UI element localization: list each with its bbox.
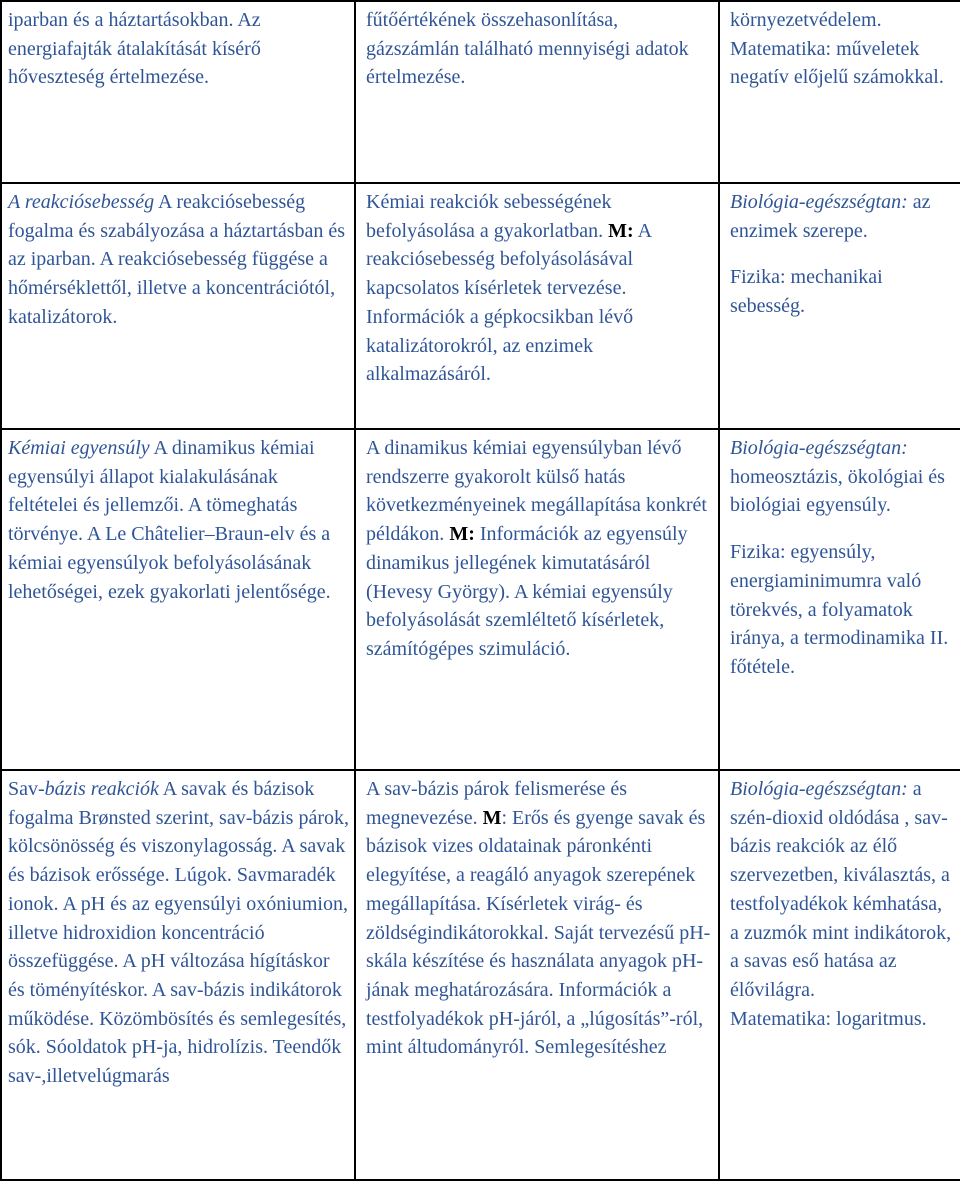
text-run: a szén-dioxid oldódása , sav-bázis reakciók az élő szervezetben, kiválasztás, a testfolyadékok kémhatása, a zuzmók mint indikátorok, a savas eső hatása az élővilágra.: [730, 778, 952, 1001]
text-block: [366, 6, 714, 92]
text-run: környezetvédelem.: [730, 9, 882, 31]
activity-cell: [355, 1, 719, 183]
text-run: logaritmus.: [831, 1007, 927, 1030]
text-run: fűtőértékének összehasonlítása, gázszámlán található mennyiségi adatok értelmezése.: [366, 9, 689, 89]
text-block: [730, 434, 956, 520]
text-run: A sav-bázis párok felismerése és megnevezése.: [366, 778, 628, 829]
text-run: Matematika:: [730, 37, 832, 60]
text-run: homeosztázis, ökológiai és biológiai egyensúly.: [730, 465, 945, 517]
text-run: : Erős és gyenge savak és bázisok vizes oldatainak páronkénti elegyítése, a reagáló anyagok szerepének megállapítása. Kísérletek virág- és zöldségindikátorokkal. Saját tervezésű pH-skála készítése és használata anyagok pH-jának meghatározására. Információk a testfolyadékok pH-járól, a „lúgosítás”-ról, mint áltudományról. Semlegesítéshez: [366, 806, 711, 1059]
topic-cell: [1, 1, 355, 183]
text-run: Biológia-egészségtan:: [730, 191, 908, 213]
text-block: [730, 35, 956, 92]
text-run: Biológia-egészségtan:: [730, 437, 908, 459]
text-run: Fizika: mechanikai sebesség.: [730, 266, 883, 318]
text-run: Információk az egyensúly dinamikus jellegének kimutatásáról (Hevesy György). A kémiai egyensúly befolyásolását szemléltető kísérletek, számítógépes szimuláció.: [366, 523, 688, 660]
text-block: [8, 6, 350, 92]
text-run: A reakciósebesség fogalma és szabályozása a háztartásban és az iparban. A reakciósebesség függése a hőmérséklettől, illetve a koncentrációtól, katalizátorok.: [8, 191, 346, 328]
text-block: [8, 188, 350, 332]
topic-cell: [1, 183, 355, 429]
text-run: M:: [608, 219, 634, 242]
text-run: az enzimek szerepe.: [730, 191, 931, 242]
text-run: Matematika:: [730, 1007, 832, 1030]
text-run: M:: [449, 523, 475, 546]
text-run: Kémiai reakciók sebességének befolyásolása a gyakorlatban.: [366, 191, 612, 242]
connections-cell: [719, 183, 960, 429]
topic-cell: [1, 429, 355, 770]
text-run: műveletek negatív előjelű számokkal.: [730, 37, 944, 89]
table-row: [1, 429, 960, 770]
text-run: A savak és bázisok fogalma Brønsted szerint, sav-bázis párok, kölcsönösség és viszonylagosság. A savak és bázisok erőssége. Lúgok. Savmaradék ionok. A pH és az egyensúlyi oxóniumion, illetve hidroxidion koncentráció összefüggése. A pH változása hígításkor és töményítéskor. A sav-bázis indikátorok működése. Közömbösítés és semlegesítés, sók. Sóoldatok pH-ja, hidrolízis. Teendők sav-,illetvelúgmarás: [8, 778, 350, 1088]
connections-cell: [719, 429, 960, 770]
text-run: iparban és a háztartásokban. Az energiafajták átalakítását kísérő hőveszteség értelmezése.: [8, 9, 261, 89]
text-run: Fizika: egyensúly, energiaminimumra való törekvés, a folyamatok iránya, a termodinamika II. főtétele.: [730, 541, 949, 678]
text-block: [730, 263, 956, 320]
activity-cell: [355, 770, 719, 1180]
activity-cell: [355, 183, 719, 429]
text-block: [366, 775, 714, 1062]
table-row: [1, 183, 960, 429]
text-run: A dinamikus kémiai egyensúlyi állapot kialakulásának feltételei és jellemzői. A tömeghatás törvénye. A Le Châtelier–Braun-elv és a kémiai egyensúlyok befolyásolásának lehetőségei, ezek gyakorlati jelentősége.: [8, 437, 331, 603]
text-block: [730, 775, 956, 1005]
text-block: [730, 538, 956, 682]
connections-cell: [719, 1, 960, 183]
text-run: A reakciósebesség befolyásolásával kapcsolatos kísérletek tervezése. Információk a gépkocsikban lévő katalizátorokról, az enzimek alkalmazásáról.: [366, 219, 651, 386]
text-block: [366, 434, 714, 664]
text-run: Biológia-egészségtan:: [730, 778, 908, 800]
text-block: [8, 434, 350, 606]
text-run: Kémiai egyensúly: [8, 437, 150, 459]
topic-cell: [1, 770, 355, 1180]
table-row: [1, 770, 960, 1180]
text-run: M: [482, 806, 502, 829]
text-run: A dinamikus kémiai egyensúlyban lévő rendszerre gyakorolt külső hatás következményeinek megállapítása konkrét példákon.: [366, 437, 707, 546]
text-run: bázis reakciók: [44, 778, 159, 800]
text-block: [8, 775, 350, 1091]
text-block: [730, 6, 956, 35]
text-block: [730, 188, 956, 245]
text-block: [730, 1005, 956, 1034]
text-block: [366, 188, 714, 389]
connections-cell: [719, 770, 960, 1180]
text-run: Sav-: [8, 778, 45, 800]
activity-cell: [355, 429, 719, 770]
text-run: A reakciósebesség: [8, 191, 155, 213]
table-row: [1, 1, 960, 183]
